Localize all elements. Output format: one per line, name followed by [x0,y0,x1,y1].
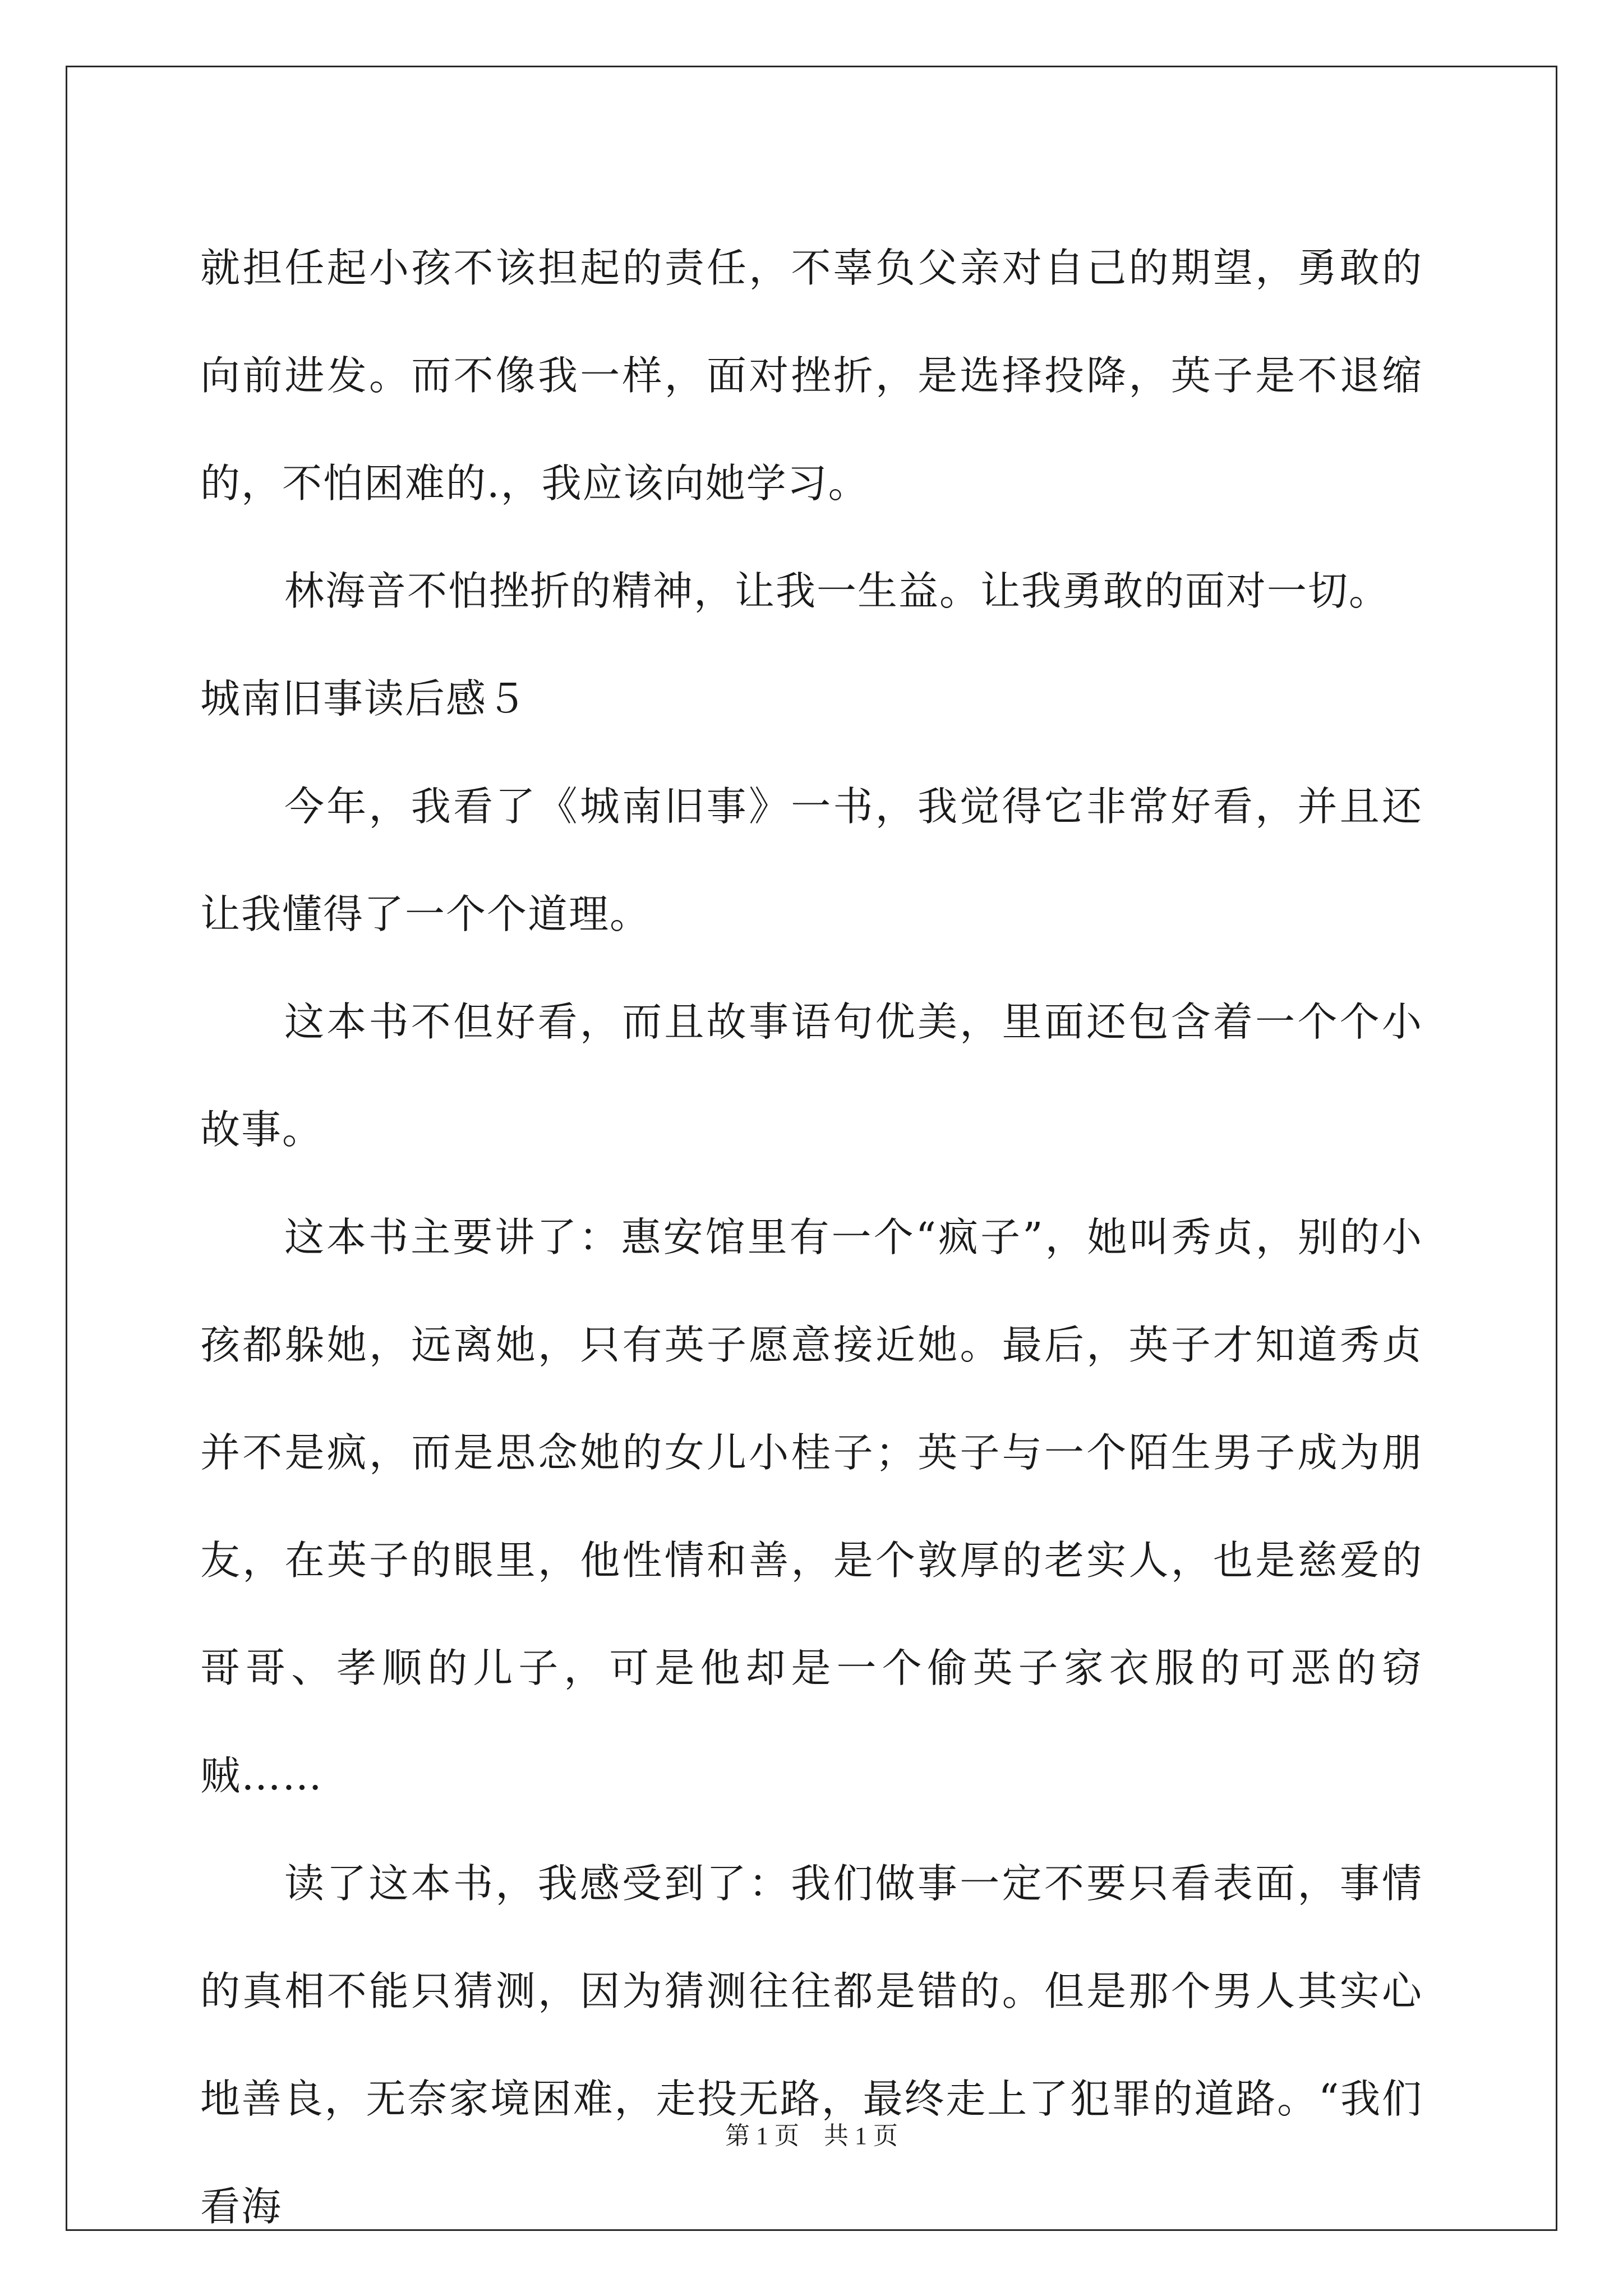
paragraph-5: 这本书主要讲了：惠安馆里有一个“疯子”，她叫秀贞，别的小孩都躲她，远离她，只有英子愿意接近她。最后，英子才知道秀贞并不是疯，而是思念她的女儿小桂子；英子与一个陌生男子成为朋友，在英子的眼里，他性情和善，是个敦厚的老实人，也是慈爱的哥哥、孝顺的儿子，可是他却是一个偷英子家衣服的可恶的窃贼…… [200,1214,1423,1799]
paragraph-4: 这本书不但好看，而且故事语句优美，里面还包含着一个个小故事。 [200,999,1423,1153]
paragraph-2: 林海音不怕挫折的精神，让我一生益。让我勇敢的面对一切。 [284,568,1390,614]
section-heading: 城南旧事读后感５ [200,675,528,722]
paragraph-3: 今年，我看了《城南旧事》一书，我觉得它非常好看，并且还让我懂得了一个个道理。 [200,783,1423,937]
page-number-label: 第 1 页 共 1 页 [725,2122,898,2150]
page-footer [0,2119,1623,2153]
paragraph-1: 就担任起小孩不该担起的责任，不辜负父亲对自己的期望，勇敢的向前进发。而不像我一样，面对挫折，是选择投降，英子是不退缩的，不怕困难的.，我应该向她学习。 [200,245,1423,507]
paragraph-6: 读了这本书，我感受到了：我们做事一定不要只看表面，事情的真相不能只猜测，因为猜测往往都是错的。但是那个男人其实心地善良，无奈家境困难，走投无路，最终走上了犯罪的道路。“我们看海 [200,1860,1423,2230]
document-body [200,214,1423,2261]
